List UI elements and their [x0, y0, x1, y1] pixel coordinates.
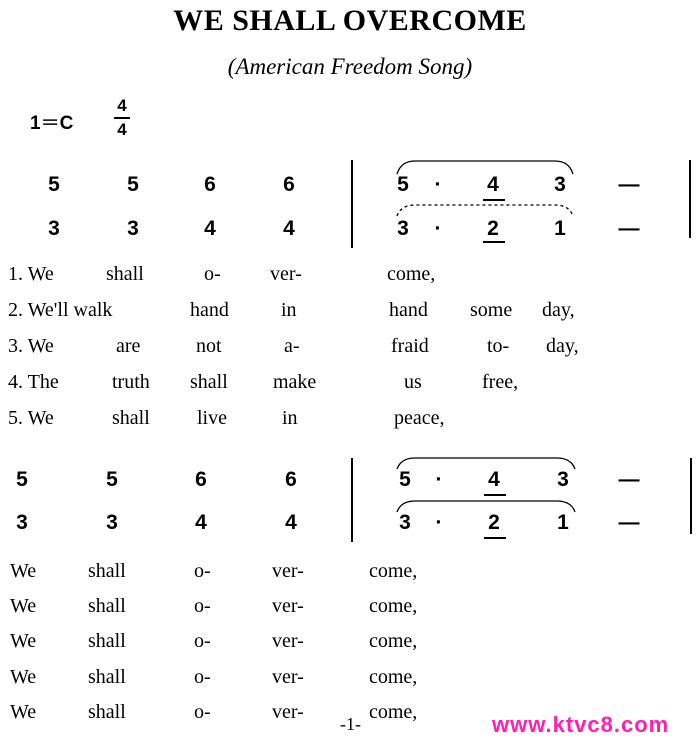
lyric-word: some — [470, 299, 513, 321]
lyric-word: o- — [194, 666, 211, 688]
lyric-word: to- — [487, 335, 510, 357]
lyric-word: live — [197, 407, 227, 429]
note: 6 — [285, 468, 297, 491]
slur-lower — [395, 202, 575, 218]
lyric-word: shall — [112, 407, 150, 429]
lyric-word: shall — [88, 666, 126, 688]
lyric-word: We — [10, 666, 37, 688]
underline — [484, 494, 506, 496]
dash: — — [618, 468, 640, 491]
lyric-word: We — [10, 701, 37, 723]
watermark: www.ktvc8.com — [492, 712, 670, 737]
note: 5 — [127, 173, 139, 196]
barline — [689, 160, 691, 238]
lyric-word: fraid — [391, 335, 429, 357]
lyric-word: shall — [88, 701, 126, 723]
note: 3 — [399, 511, 411, 534]
note: 1 — [557, 511, 569, 534]
dot: · — [435, 468, 443, 491]
note: 6 — [204, 173, 216, 196]
song-subtitle: (American Freedom Song) — [227, 54, 473, 79]
dash: — — [618, 217, 640, 240]
lyric-word: make — [273, 371, 317, 393]
barline — [351, 160, 353, 248]
lyric-word: come, — [369, 666, 418, 688]
lyric-word: in — [282, 407, 298, 429]
lyric-word: 2. We'll walk — [8, 299, 113, 321]
page-number: -1- — [340, 714, 361, 734]
lyric-word: o- — [204, 263, 221, 285]
lyric-word: free, — [482, 371, 519, 393]
barline — [351, 458, 353, 542]
lyric-word: come, — [369, 701, 418, 723]
lyric-word: not — [196, 335, 222, 357]
lyric-word: shall — [190, 371, 228, 393]
note: 4 — [488, 468, 500, 491]
lyric-word: o- — [194, 595, 211, 617]
lyric-word: ver- — [272, 701, 304, 723]
lyric-word: in — [281, 299, 297, 321]
lyric-word: shall — [88, 630, 126, 652]
note: 4 — [195, 511, 207, 534]
dash: — — [618, 511, 640, 534]
note: 4 — [204, 217, 216, 240]
lyric-word: ver- — [270, 263, 302, 285]
underline — [484, 537, 506, 539]
note: 5 — [397, 173, 409, 196]
song-title: WE SHALL OVERCOME — [173, 4, 527, 37]
lyric-word: o- — [194, 701, 211, 723]
note: 6 — [195, 468, 207, 491]
lyric-word: ver- — [272, 666, 304, 688]
note: 4 — [285, 511, 297, 534]
time-signature-bar — [114, 117, 130, 119]
underline — [483, 241, 505, 243]
lyric-word: ver- — [272, 595, 304, 617]
note: 3 — [106, 511, 118, 534]
key-signature: 1＝C — [30, 113, 74, 134]
lyric-word: come, — [369, 595, 418, 617]
lyric-word: peace, — [394, 407, 445, 429]
dot: · — [435, 511, 443, 534]
lyric-word: hand — [389, 299, 428, 321]
lyric-word: We — [10, 560, 37, 582]
lyric-word: a- — [284, 335, 300, 357]
lyric-word: We — [10, 630, 37, 652]
note: 5 — [399, 468, 411, 491]
note: 5 — [106, 468, 118, 491]
dot: · — [434, 173, 442, 196]
note: 3 — [557, 468, 569, 491]
lyric-word: ver- — [272, 560, 304, 582]
lyric-word: o- — [194, 560, 211, 582]
lyric-word: 4. The — [8, 371, 59, 393]
lyric-word: shall — [88, 560, 126, 582]
note: 6 — [283, 173, 295, 196]
lyric-word: 5. We — [8, 407, 54, 429]
lyric-word: day, — [542, 299, 575, 321]
barline — [690, 458, 692, 534]
dot: · — [434, 217, 442, 240]
slur-lower — [395, 498, 577, 514]
note: 3 — [554, 173, 566, 196]
note: 3 — [127, 217, 139, 240]
slur-upper — [395, 158, 575, 176]
note: 3 — [16, 511, 28, 534]
note: 2 — [488, 511, 500, 534]
lyric-word: come, — [369, 630, 418, 652]
slur-upper — [395, 455, 577, 471]
lyric-word: are — [116, 335, 141, 357]
underline — [483, 199, 505, 201]
lyric-word: shall — [88, 595, 126, 617]
lyric-word: We — [10, 595, 37, 617]
note: 1 — [554, 217, 566, 240]
note: 3 — [397, 217, 409, 240]
note: 5 — [48, 173, 60, 196]
note: 4 — [487, 173, 499, 196]
lyric-word: 3. We — [8, 335, 54, 357]
lyric-word: ver- — [272, 630, 304, 652]
time-signature — [114, 96, 130, 140]
lyric-word: come, — [387, 263, 436, 285]
note: 3 — [48, 217, 60, 240]
lyric-word: 1. We — [8, 263, 54, 285]
lyric-word: o- — [194, 630, 211, 652]
lyric-word: us — [404, 371, 422, 393]
note: 5 — [16, 468, 28, 491]
lyric-word: truth — [112, 371, 150, 393]
lyric-word: hand — [190, 299, 229, 321]
time-signature-bottom: 4 — [117, 120, 127, 139]
dash: — — [618, 173, 640, 196]
note: 2 — [487, 217, 499, 240]
time-signature-top: 4 — [117, 96, 127, 115]
lyric-word: shall — [106, 263, 144, 285]
lyric-word: day, — [546, 335, 579, 357]
note: 4 — [283, 217, 295, 240]
lyric-word: come, — [369, 560, 418, 582]
